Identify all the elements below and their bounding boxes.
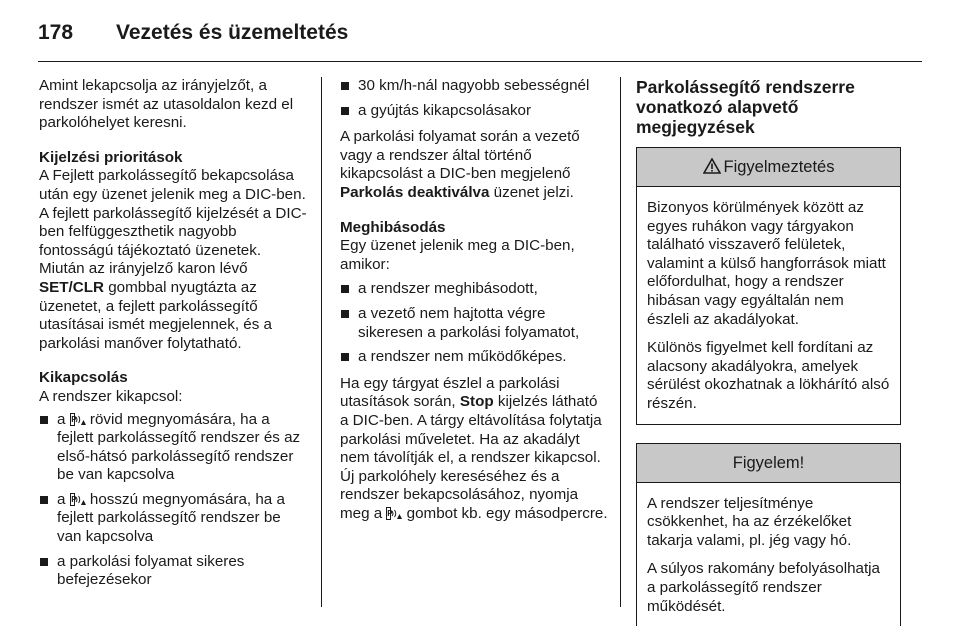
chapter-title: Vezetés és üzemeltetés [116,21,349,44]
list-item: a gyújtás kikapcsolásakor [340,102,608,121]
list-item: a rendszer nem működőképes. [340,348,608,367]
intro-paragraph: Amint lekapcsolja az irányjelzőt, a rendszer ismét az utasoldalon kezd el parkolóhelyet keresni. [39,77,294,132]
switch-off-list [39,411,307,590]
parking-assist-icon [70,413,86,426]
caution-box-body [637,483,900,627]
list-item: a rendszer meghibásodott, [340,280,608,299]
warning-box [636,147,901,425]
switch-off-heading: Kikapcsolás [39,369,128,387]
parking-assist-icon [386,507,402,520]
svg-text:P: P [70,494,77,504]
fault-section [340,219,608,524]
warning-triangle-icon [703,158,721,174]
page-header [38,16,348,50]
caution-paragraph: A súlyos rakomány befolyásolhatja a parkolássegítő rendszer működését. [647,560,881,615]
column-1 [39,77,307,598]
fault-intro: Egy üzenet jelenik meg a DIC-ben, amikor: [340,237,575,273]
section-heading: Parkolássegítő rendszerre vonatkozó alapvető megjegyzések [636,77,855,137]
svg-text:P: P [70,414,77,424]
warning-paragraph: Bizonyos körülmények között az egyes ruhákon vagy tárgyakon található visszaverő felületek, valamint a külső hangforrások miatt előfordulhat, hogy a rendszer hibásan vagy egyáltalán nem észleli az akadályokat. [647,199,886,328]
fault-list [340,280,608,366]
fault-heading: Meghibásodás [340,218,446,236]
page-number: 178 [38,21,74,44]
header-rule [38,61,922,62]
display-priority-text: A Fejlett parkolássegítő bekapcsolása után egy üzenet jelenik meg a DIC-ben. A fejlett parkolássegítő kijelzését a DIC-ben felfüggeszthetik nagyobb fontosságú tájékoztató üzenetek. Miután az irányjelző karon lévő SET/CLR gombbal nyugtázta az üzenetet, a fejlett parkolássegítő utasításai ismét megjelennek, és a parkolási manőver folytatható. [39,167,307,352]
switch-off-intro: A rendszer kikapcsol: [39,387,183,405]
caution-paragraph: A rendszer teljesítménye csökkenhet, ha az érzékelőket takarja valami, pl. jég vagy hó. [647,494,852,549]
column-divider-left [321,77,322,607]
warning-box-header [637,148,900,187]
warning-title: Figyelmeztetés [723,158,835,176]
column-2 [340,77,608,539]
list-item: 30 km/h-nál nagyobb sebességnél [340,77,608,96]
column-3 [636,77,901,644]
display-priority-section [39,149,307,354]
svg-text:P: P [387,508,393,518]
caution-box [636,443,901,627]
list-item: a P hosszú megnyomására, ha a fejlett parkolássegítő rendszer be van kapcsolva [39,491,307,547]
display-priority-heading: Kijelzési prioritások [39,148,183,166]
list-item: a parkolási folyamat sikeres befejezésekor [39,553,307,590]
switch-off-list-continued [340,77,608,120]
deactivation-paragraph: A parkolási folyamat során a vezető vagy a rendszer által történő kikapcsolást a DIC-ben megjelenő Parkolás deaktiválva üzenet jelzi. [340,128,580,201]
caution-box-header: Figyelem! [637,444,900,483]
switch-off-section [39,369,307,590]
list-item: a vezető nem hajtotta végre sikeresen a parkolási folyamatot, [340,305,608,342]
set-clr-label: SET/CLR [39,278,104,296]
stop-label: Stop [459,393,494,411]
parking-assist-icon [70,493,86,506]
fault-text: Ha egy tárgyat észlel a parkolási utasítások során, Stop kijelzés látható a DIC-ben. A tárgy eltávolítása folytatja parkolási műveletet. Ha az akadályt nem távolítják el, a rendszer kikapcsol. Új parkolóhely kereséséhez és a rendszer bekapcsolásához, nyomja meg a P gombot kb. egy másodpercre. [340,374,608,522]
deactivated-message: Parkolás deaktiválva [340,183,490,201]
warning-box-body [637,187,900,424]
list-item: a P rövid megnyomására, ha a fejlett parkolássegítő rendszer és az első-hátsó parkolássegítő rendszer be van kapcsolva [39,411,307,485]
column-divider-right [620,77,621,607]
warning-paragraph: Különös figyelmet kell fordítani az alacsony akadályokra, amelyek sérülést okozhatnak a lökhárító alsó részén. [647,339,890,412]
